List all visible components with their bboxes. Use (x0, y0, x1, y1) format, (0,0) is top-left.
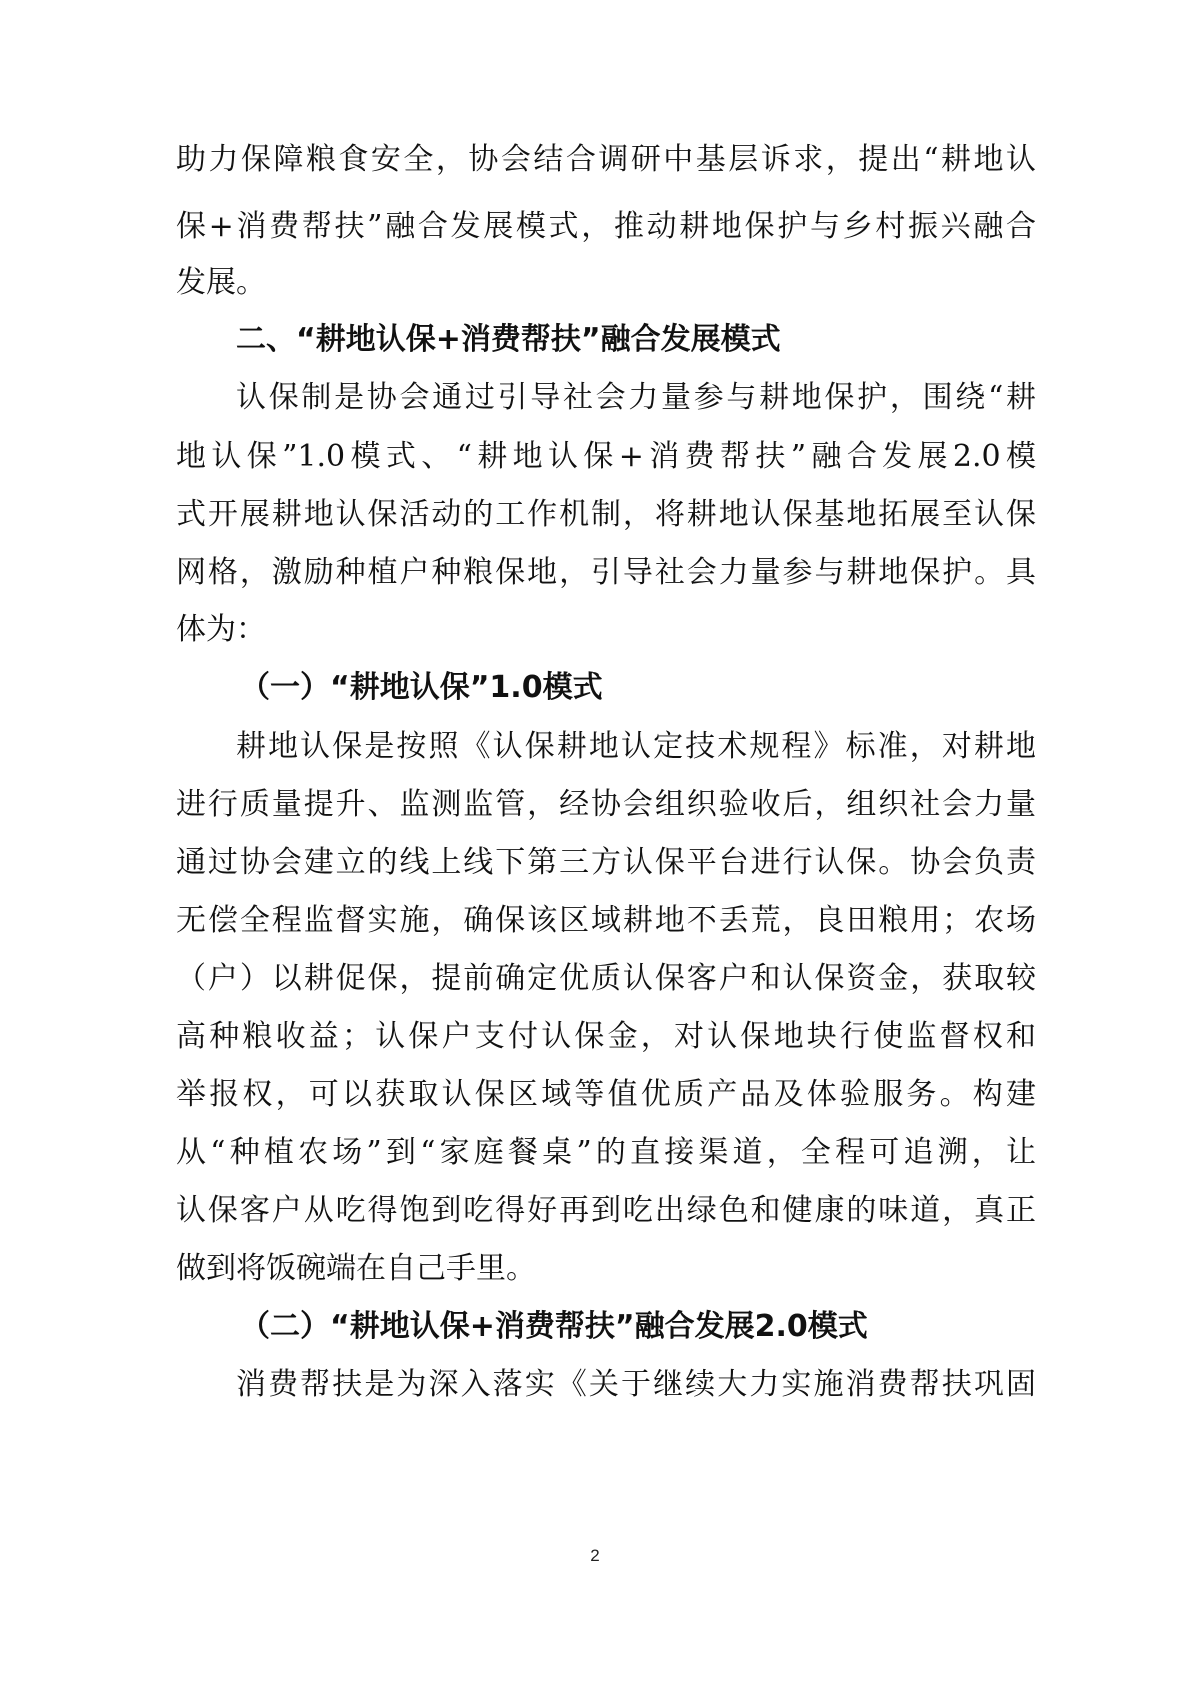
paragraph-3-line-9: 认保客户从吃得饱到吃得好再到吃出绿色和健康的味道，真正 (176, 1193, 1036, 1228)
paragraph-3-line-3: 通过协会建立的线上线下第三方认保平台进行认保。协会负责 (176, 845, 1036, 880)
paragraph-2-line-4: 网格，激励种植户种粮保地，引导社会力量参与耕地保护。具 (176, 555, 1036, 590)
paragraph-2-line-2: 地认保”1.0模式、“耕地认保+消费帮扶”融合发展2.0模 (176, 439, 1036, 474)
paragraph-3-line-2: 进行质量提升、监测监管，经协会组织验收后，组织社会力量 (176, 787, 1036, 822)
paragraph-1-line-1: 助力保障粮食安全，协会结合调研中基层诉求，提出“耕地认 (176, 142, 1036, 177)
paragraph-2-line-5: 体为： (176, 612, 266, 647)
paragraph-3-line-10: 做到将饭碗端在自己手里。 (176, 1251, 536, 1286)
paragraph-4-line-1: 消费帮扶是为深入落实《关于继续大力实施消费帮扶巩固 (236, 1367, 1036, 1402)
paragraph-3-line-1: 耕地认保是按照《认保耕地认定技术规程》标准，对耕地 (236, 729, 1036, 764)
paragraph-3-line-6: 高种粮收益；认保户支付认保金，对认保地块行使监督权和 (176, 1019, 1036, 1054)
paragraph-3-line-8: 从“种植农场”到“家庭餐桌”的直接渠道，全程可追溯，让 (176, 1135, 1036, 1170)
paragraph-3-line-4: 无偿全程监督实施，确保该区域耕地不丢荒，良田粮用；农场 (176, 903, 1036, 938)
paragraph-3-line-5: （户）以耕促保，提前确定优质认保客户和认保资金，获取较 (176, 961, 1036, 996)
page-number: 2 (590, 1546, 600, 1565)
paragraph-2-line-3: 式开展耕地认保活动的工作机制，将耕地认保基地拓展至认保 (176, 497, 1036, 532)
paragraph-1-line-3: 发展。 (176, 265, 266, 300)
section-heading-2: 二、“耕地认保+消费帮扶”融合发展模式 (236, 322, 781, 357)
subsection-heading-1: （一）“耕地认保”1.0模式 (240, 670, 603, 705)
subsection-heading-2: （二）“耕地认保+消费帮扶”融合发展2.0模式 (240, 1309, 868, 1344)
paragraph-3-line-7: 举报权，可以获取认保区域等值优质产品及体验服务。构建 (176, 1077, 1036, 1112)
paragraph-2-line-1: 认保制是协会通过引导社会力量参与耕地保护，围绕“耕 (236, 380, 1036, 415)
paragraph-1-line-2: 保+消费帮扶”融合发展模式，推动耕地保护与乡村振兴融合 (176, 209, 1036, 244)
